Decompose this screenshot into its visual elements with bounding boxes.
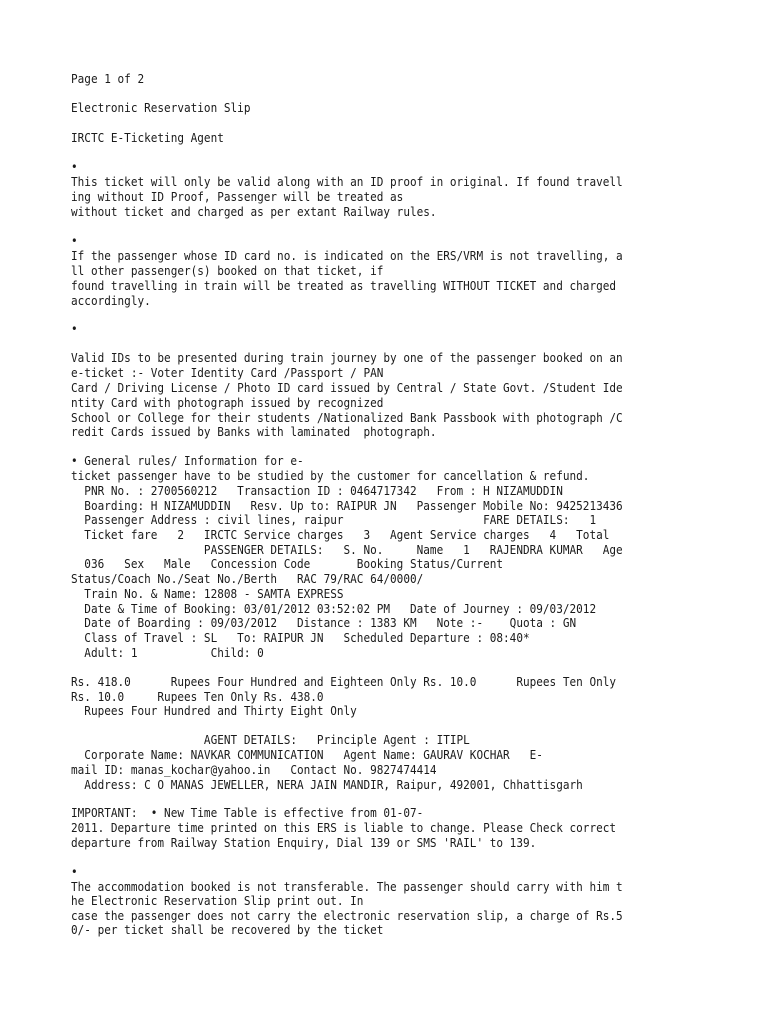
id-proof-note-line: This ticket will only be valid along with an ID proof in original. If found travell: [71, 175, 623, 189]
passenger-count-line: Adult: 1 Child: 0: [71, 646, 264, 660]
train-line: Train No. & Name: 12808 - SAMTA EXPRESS: [71, 587, 344, 601]
details-line: ticket passenger have to be studied by the customer for cancellation & refund.: [71, 469, 590, 483]
fare-header-line: Ticket fare 2 IRCTC Service charges 3 Agent Service charges 4 Total: [71, 528, 610, 542]
id-holder-note-line: accordingly.: [71, 294, 151, 308]
boarding-date-line: Date of Boarding : 09/03/2012 Distance : 1383 KM Note :- Quota : GN: [71, 616, 577, 630]
valid-ids-note-line: ntity Card with photograph issued by recognized: [71, 396, 384, 410]
agent-details-line: Corporate Name: NAVKAR COMMUNICATION Agent Name: GAURAV KOCHAR E-: [71, 748, 543, 762]
fare-amount-line: Rs. 10.0 Rupees Ten Only Rs. 438.0: [71, 690, 324, 704]
fare-amount-line: Rupees Four Hundred and Thirty Eight Only: [71, 704, 357, 718]
valid-ids-note-line: Valid IDs to be presented during train journey by one of the passenger booked on an: [71, 351, 623, 365]
fare-amount-line: Rs. 418.0 Rupees Four Hundred and Eighteen Only Rs. 10.0 Rupees Ten Only: [71, 675, 617, 689]
important-line: IMPORTANT: • New Time Table is effective from 01-07-: [71, 806, 424, 820]
agent-address-line: Address: C O MANAS JEWELLER, NERA JAIN MANDIR, Raipur, 492001, Chhattisgarh: [71, 778, 583, 792]
details-line: • General rules/ Information for e-: [71, 454, 304, 468]
bullet-marker: •: [71, 234, 78, 248]
passenger-details-line: PASSENGER DETAILS: S. No. Name 1 RAJENDRA KUMAR Age: [71, 543, 623, 557]
bullet-marker: •: [71, 160, 78, 174]
transfer-note-line: 0/- per ticket shall be recovered by the ticket: [71, 923, 384, 937]
id-proof-note-line: without ticket and charged as per extant Railway rules.: [71, 205, 437, 219]
transfer-note-line: case the passenger does not carry the electronic reservation slip, a charge of Rs.5: [71, 909, 623, 923]
booking-status-line: Status/Coach No./Seat No./Berth RAC 79/RAC 64/0000/: [71, 572, 424, 586]
agent-details-line: mail ID: manas_kochar@yahoo.in Contact No. 9827474414: [71, 763, 437, 777]
valid-ids-note-line: School or College for their students /Nationalized Bank Passbook with photograph /C: [71, 411, 623, 425]
document-title: Electronic Reservation Slip: [71, 101, 251, 115]
important-line: departure from Railway Station Enquiry, Dial 139 or SMS 'RAIL' to 139.: [71, 836, 537, 850]
agent-type: IRCTC E-Ticketing Agent: [71, 131, 224, 145]
id-holder-note-line: ll other passenger(s) booked on that ticket, if: [71, 264, 384, 278]
class-of-travel-line: Class of Travel : SL To: RAIPUR JN Scheduled Departure : 08:40*: [71, 631, 530, 645]
valid-ids-note-line: redit Cards issued by Banks with laminated photograph.: [71, 425, 437, 439]
important-line: 2011. Departure time printed on this ERS is liable to change. Please Check correct: [71, 821, 617, 835]
transfer-note-line: he Electronic Reservation Slip print out. In: [71, 894, 364, 908]
id-proof-note-line: ing without ID Proof, Passenger will be treated as: [71, 190, 404, 204]
booking-date-line: Date & Time of Booking: 03/01/2012 03:52:02 PM Date of Journey : 09/03/2012: [71, 602, 597, 616]
pnr-line: PNR No. : 2700560212 Transaction ID : 0464717342 From : H NIZAMUDDIN: [71, 484, 563, 498]
page-number: Page 1 of 2: [71, 72, 145, 86]
id-holder-note-line: If the passenger whose ID card no. is indicated on the ERS/VRM is not travelling, a: [71, 249, 623, 263]
transfer-note-line: The accommodation booked is not transferable. The passenger should carry with him t: [71, 880, 623, 894]
passenger-details-line: 036 Sex Male Concession Code Booking Status/Current: [71, 557, 504, 571]
bullet-marker: •: [71, 322, 78, 336]
agent-details-line: AGENT DETAILS: Principle Agent : ITIPL: [71, 733, 470, 747]
passenger-address-line: Passenger Address : civil lines, raipur FARE DETAILS: 1: [71, 513, 597, 527]
valid-ids-note-line: Card / Driving License / Photo ID card issued by Central / State Govt. /Student Ide: [71, 381, 623, 395]
boarding-line: Boarding: H NIZAMUDDIN Resv. Up to: RAIPUR JN Passenger Mobile No: 9425213436: [71, 499, 623, 513]
valid-ids-note-line: e-ticket :- Voter Identity Card /Passport / PAN: [71, 366, 384, 380]
bullet-marker: •: [71, 865, 78, 879]
id-holder-note-line: found travelling in train will be treated as travelling WITHOUT TICKET and charged: [71, 279, 617, 293]
